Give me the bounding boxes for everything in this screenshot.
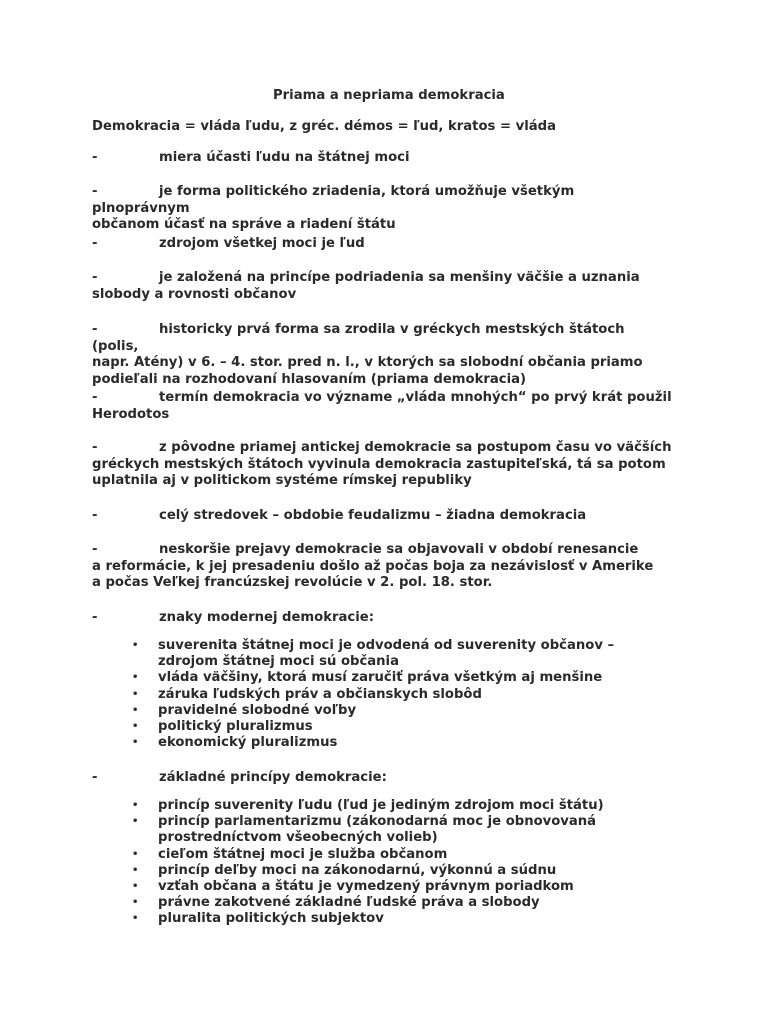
bullet-item-text: politický pluralizmus (158, 719, 313, 735)
dash-marker: - (92, 542, 98, 557)
bullet-item (132, 719, 652, 735)
bullet-marker: • (132, 721, 139, 733)
dash-marker: - (92, 610, 98, 625)
bullet-item-text: princíp deľby moci na zákonodarnú, výkonnú a súdnu (158, 862, 557, 878)
bullet-item-text: vláda väčšiny, ktorá musí zaručiť práva všetkým aj menšine (158, 670, 603, 686)
list-item-text: zdrojom všetkej moci je ľud (159, 236, 365, 251)
bullet-item (132, 638, 652, 670)
bullet-item-text: právne zakotvené základné ľudské práva a slobody (158, 895, 540, 911)
bullet-marker: • (132, 848, 139, 860)
bullet-item (132, 798, 652, 814)
basic-principles-list (132, 798, 652, 928)
bullet-item (132, 814, 652, 846)
list-item-text: je forma politického zriadenia, ktorá umožňuje všetkým plnoprávnym občanom účasť na správe a riadení štátu (92, 184, 575, 232)
bullet-item (132, 703, 652, 719)
bullet-item-text: vzťah občana a štátu je vymedzený právnym poriadkom (158, 879, 574, 895)
bullet-marker: • (132, 800, 139, 811)
dash-marker: - (92, 440, 98, 455)
dash-marker: - (92, 236, 98, 251)
list-item (92, 270, 672, 303)
dash-marker: - (92, 770, 98, 785)
list-item (92, 184, 672, 234)
list-item (92, 150, 672, 167)
bullet-item-text: pravidelné slobodné voľby (158, 702, 357, 718)
dash-marker: - (92, 508, 98, 523)
bullet-item-text: cieľom štátnej moci je služba občanom (158, 846, 448, 862)
bullet-item (132, 895, 652, 911)
bullet-item-text: ekonomický pluralizmus (158, 735, 338, 751)
bullet-marker: • (132, 640, 139, 651)
bullet-item (132, 687, 652, 703)
bullet-marker: • (132, 672, 139, 684)
list-item (92, 440, 672, 490)
list-item-text: z pôvodne priamej antickej demokracie sa postupom času vo väčších gréckych mestských štátoch vyvinula demokracia zastupiteľská, tá sa potom uplatnila aj v politickom systéme rímskej republiky (92, 440, 672, 488)
democracy-definition: Demokracia = vláda ľudu, z gréc. démos = ľud, kratos = vláda (92, 119, 556, 134)
list-item-text: neskoršie prejavy demokracie sa objavovali v období renesancie a reformácie, k jej presadeniu došlo až počas boja za nezávislosť v Amerike a počas Veľkej francúzskej revolúcie v 2. pol. 18. stor. (92, 542, 654, 590)
list-item (92, 610, 672, 627)
bullet-item-text: princíp suverenity ľudu (ľud je jediným zdrojom moci štátu) (158, 798, 604, 813)
list-item-text: historicky prvá forma sa zrodila v gréckych mestských štátoch (polis, napr. Atény) v 6. – 4. stor. pred n. l., v ktorých sa slobodní občania priamo podieľali na rozhodovaní hlasovaním (priama demokracia) (92, 322, 643, 387)
bullet-item-text: záruka ľudských práv a občianskych slobôd (158, 686, 482, 702)
list-item-text: základné princípy demokracie: (159, 770, 387, 785)
bullet-item (132, 911, 652, 927)
list-item (92, 542, 672, 592)
list-item (92, 508, 672, 525)
dash-marker: - (92, 270, 98, 285)
bullet-item-text: suverenita štátnej moci je odvodená od suverenity občanov – zdrojom štátnej moci sú občania (158, 638, 615, 670)
bullet-marker: • (132, 864, 139, 876)
page-title: Priama a nepriama demokracia (273, 88, 505, 103)
bullet-item (132, 847, 652, 863)
bullet-marker: • (132, 913, 139, 925)
list-item-text: znaky modernej demokracie: (159, 610, 374, 625)
bullet-item-text: pluralita politických subjektov (158, 911, 384, 927)
bullet-item (132, 879, 652, 895)
bullet-item (132, 735, 652, 751)
bullet-marker: • (132, 816, 139, 828)
list-item-text: termín demokracia vo význame „vláda mnohých“ po prvý krát použil Herodotos (92, 390, 672, 422)
list-item (92, 390, 672, 423)
bullet-marker: • (132, 881, 139, 893)
list-item (92, 236, 672, 253)
list-item (92, 770, 672, 787)
list-item-text: celý stredovek – obdobie feudalizmu – žiadna demokracia (159, 508, 587, 523)
dash-marker: - (92, 390, 98, 405)
bullet-item-text: princíp parlamentarizmu (zákonodarná moc je obnovovaná prostredníctvom všeobecných volieb) (158, 814, 597, 846)
dash-marker: - (92, 322, 98, 337)
bullet-marker: • (132, 737, 139, 749)
list-item (92, 322, 672, 388)
list-item-text: je založená na princípe podriadenia sa menšiny väčšie a uznania slobody a rovnosti občanov (92, 270, 640, 302)
bullet-marker: • (132, 704, 139, 716)
bullet-marker: • (132, 688, 139, 700)
dash-marker: - (92, 150, 98, 165)
modern-democracy-features-list (132, 638, 652, 751)
bullet-item (132, 863, 652, 879)
dash-marker: - (92, 184, 98, 199)
bullet-item (132, 670, 652, 686)
list-item-text: miera účasti ľudu na štátnej moci (159, 150, 410, 165)
bullet-marker: • (132, 897, 139, 909)
